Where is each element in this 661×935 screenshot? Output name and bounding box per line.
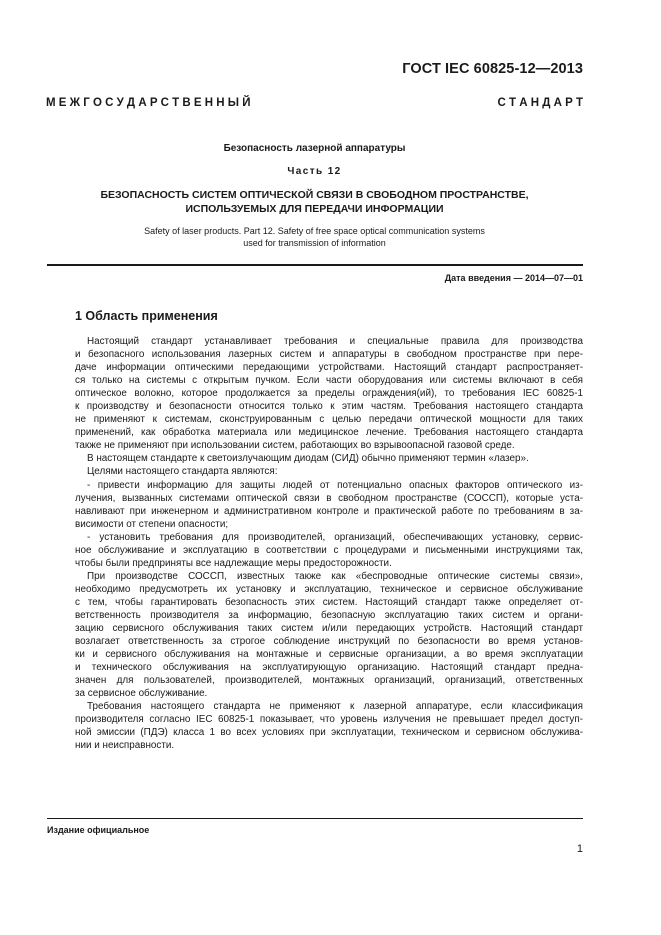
- body-line: висимости от степени опасности;: [75, 518, 229, 530]
- body-line: и технического обслуживания на эксплуатирующую организацию. Настоящий стандарт предна-: [75, 662, 583, 674]
- body-line: возлагает ответственность за строгое соблюдение инструкций по безопасности во время установ-: [75, 636, 583, 648]
- edition-label: Издание официальное: [47, 825, 150, 835]
- body-line: В настоящем стандарте к светоизлучающим диодам (СИД) обычно применяют термин «лазер».: [87, 453, 529, 465]
- body-line: значен для пользователей, производителей, монтажных организаций, организаций, ответственных: [75, 675, 583, 687]
- subtitle-line: ИСПОЛЬЗУЕМЫХ ДЛЯ ПЕРЕДАЧИ ИНФОРМАЦИИ: [185, 202, 444, 215]
- title-subtitle: [46, 189, 583, 216]
- body-line: Настоящий стандарт устанавливает требования и специальные правила для производства: [87, 336, 583, 347]
- body-line: ся только на системы с открытым пучком. Если части оборудования или системы включают в себя: [75, 375, 583, 387]
- footer-divider: [47, 818, 583, 819]
- title-divider: [47, 264, 583, 266]
- body-line: к производству и безопасности относится только к этим частям. Требования настоящего стандарта: [75, 401, 583, 413]
- body-line: оптическое волокно, которое продолжается за пределы ограждения(ий), то требования IEC 60825-1: [75, 388, 583, 400]
- body-line: за сервисное обслуживание.: [75, 688, 208, 700]
- introduction-date: Дата введения — 2014—07—01: [444, 273, 583, 283]
- english-title-line: used for transmission of information: [243, 238, 386, 248]
- body-line: навливают при инженерном и административном контроле и практической работе по требованиям в за-: [75, 505, 583, 517]
- banner-word-standard: С Т А Н Д А Р Т: [497, 97, 583, 109]
- body-line: не применяют к системам, сконструированным с целью передачи оптической мощности для таких: [75, 414, 583, 426]
- title-part: Часть 12: [287, 166, 342, 177]
- page-number: 1: [576, 843, 583, 855]
- body-line: даче информации оптическими передающими устройствами. Настоящий стандарт распространяет-: [75, 362, 583, 374]
- body-line: ветственность производителя за информацию, безопасную эксплуатацию таких систем и органи-: [75, 609, 583, 621]
- body-line: При производстве СОССП, известных также как «беспроводные оптические системы связи»,: [87, 570, 583, 582]
- body-line: также не применяют при использовании систем, работающих во взрывоопасной газовой среде.: [75, 440, 515, 452]
- body-line: с тем, чтобы гарантировать безопасность этих систем. Настоящий стандарт также определяет от-: [75, 596, 583, 608]
- body-line: чтобы были предприняты все надлежащие меры предосторожности.: [75, 557, 392, 569]
- title-english: [110, 225, 519, 249]
- body-line: Требования настоящего стандарта не применяют к лазерной аппаратуре, если классификация: [87, 701, 583, 713]
- subtitle-line: БЕЗОПАСНОСТЬ СИСТЕМ ОПТИЧЕСКОЙ СВЯЗИ В СВОБОДНОМ ПРОСТРАНСТВЕ,: [100, 189, 529, 201]
- body-line: ки и сервисного обслуживания на монтажные и сервисные организации, а во время эксплуатации: [75, 649, 583, 661]
- body-line: и безопасного использования лазерных систем и аппаратуры в свободном пространстве при пере-: [75, 349, 583, 361]
- body-line: ной эмиссии (ПДЭ) класса 1 во всех условиях при эксплуатации, техническом и сервисном обслужива-: [75, 727, 583, 739]
- body-line: необходимо предусмотреть их установку и эксплуатацию, техническое и сервисное обслуживание: [75, 583, 583, 595]
- body-line: производителя согласно IEC 60825-1 показывает, что уровень излучения не превышает предел доступ-: [75, 714, 583, 726]
- title-main: Безопасность лазерной аппаратуры: [223, 143, 406, 154]
- body-line: лучения, вызванных системами оптической связи в свободном пространстве (СОССП), которые уста-: [75, 492, 583, 504]
- standard-type-banner: [46, 97, 583, 109]
- body-line: - привести информацию для защиты людей от потенциально опасных факторов оптического из-: [87, 479, 583, 491]
- body-line: - установить требования для производителей, организаций, обеспечивающих установку, сервис-: [87, 531, 583, 543]
- body-line: ное обслуживание и эксплуатацию в соответствии с процедурами и письменными инструкциями так,: [75, 544, 583, 556]
- english-title-line: Safety of laser products. Part 12. Safety of free space optical communication systems: [144, 226, 485, 236]
- body-line: применений, как обработка материала или медицинское лечение. Требования настоящего стандарта: [75, 427, 583, 439]
- section-title: 1 Область применения: [75, 309, 218, 323]
- body-line: нии и неисправности.: [75, 740, 175, 752]
- body-line: зацию сервисного обслуживания таких систем и/или передающих устройств. Настоящий стандарт: [75, 623, 583, 635]
- document-code: ГОСТ IEC 60825-12—2013: [402, 61, 583, 77]
- section-body: [75, 335, 583, 753]
- banner-word-interstate: М Е Ж Г О С У Д А Р С Т В Е Н Н Ы Й: [46, 97, 251, 109]
- body-line: Целями настоящего стандарта являются:: [87, 466, 278, 478]
